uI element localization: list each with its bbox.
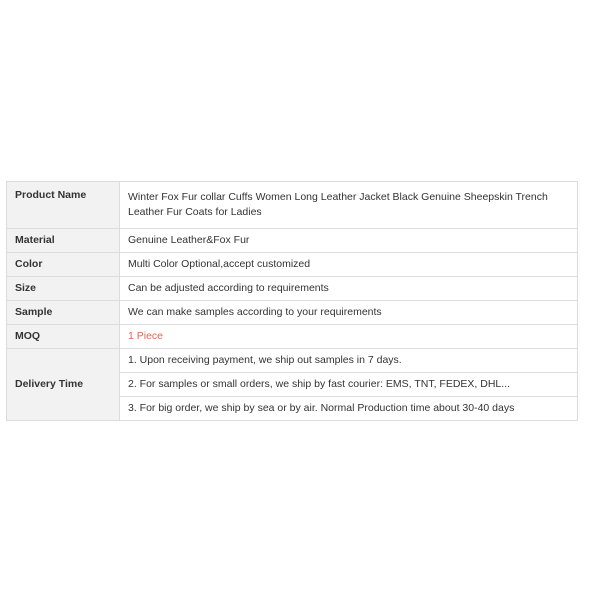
product-name-label: Product Name (7, 182, 120, 229)
delivery-time-item: 3. For big order, we ship by sea or by air. Normal Production time about 30-40 days (120, 397, 578, 421)
material-label: Material (7, 229, 120, 253)
product-name-value (120, 182, 578, 229)
moq-label: MOQ (7, 325, 120, 349)
delivery-time-item: 1. Upon receiving payment, we ship out samples in 7 days. (120, 349, 578, 373)
product-name-line-2: Leather Fur Coats for Ladies (128, 206, 262, 218)
sample-value: We can make samples according to your requirements (120, 301, 578, 325)
table-row-color (7, 253, 578, 277)
table-row-material (7, 229, 578, 253)
product-spec-table (6, 181, 578, 421)
delivery-time-item: 2. For samples or small orders, we ship by fast courier: EMS, TNT, FEDEX, DHL... (120, 373, 578, 397)
table-row-moq (7, 325, 578, 349)
table-row-delivery-time-1 (7, 349, 578, 373)
sample-label: Sample (7, 301, 120, 325)
product-name-line-1: Winter Fox Fur collar Cuffs Women Long Leather Jacket Black Genuine Sheepskin Trench (128, 191, 548, 203)
table-row-product-name (7, 182, 578, 229)
size-value: Can be adjusted according to requirements (120, 277, 578, 301)
color-value: Multi Color Optional,accept customized (120, 253, 578, 277)
color-label: Color (7, 253, 120, 277)
material-value: Genuine Leather&Fox Fur (120, 229, 578, 253)
moq-value: 1 Piece (120, 325, 578, 349)
table-row-sample (7, 301, 578, 325)
table-row-size (7, 277, 578, 301)
delivery-time-label: Delivery Time (7, 349, 120, 421)
size-label: Size (7, 277, 120, 301)
